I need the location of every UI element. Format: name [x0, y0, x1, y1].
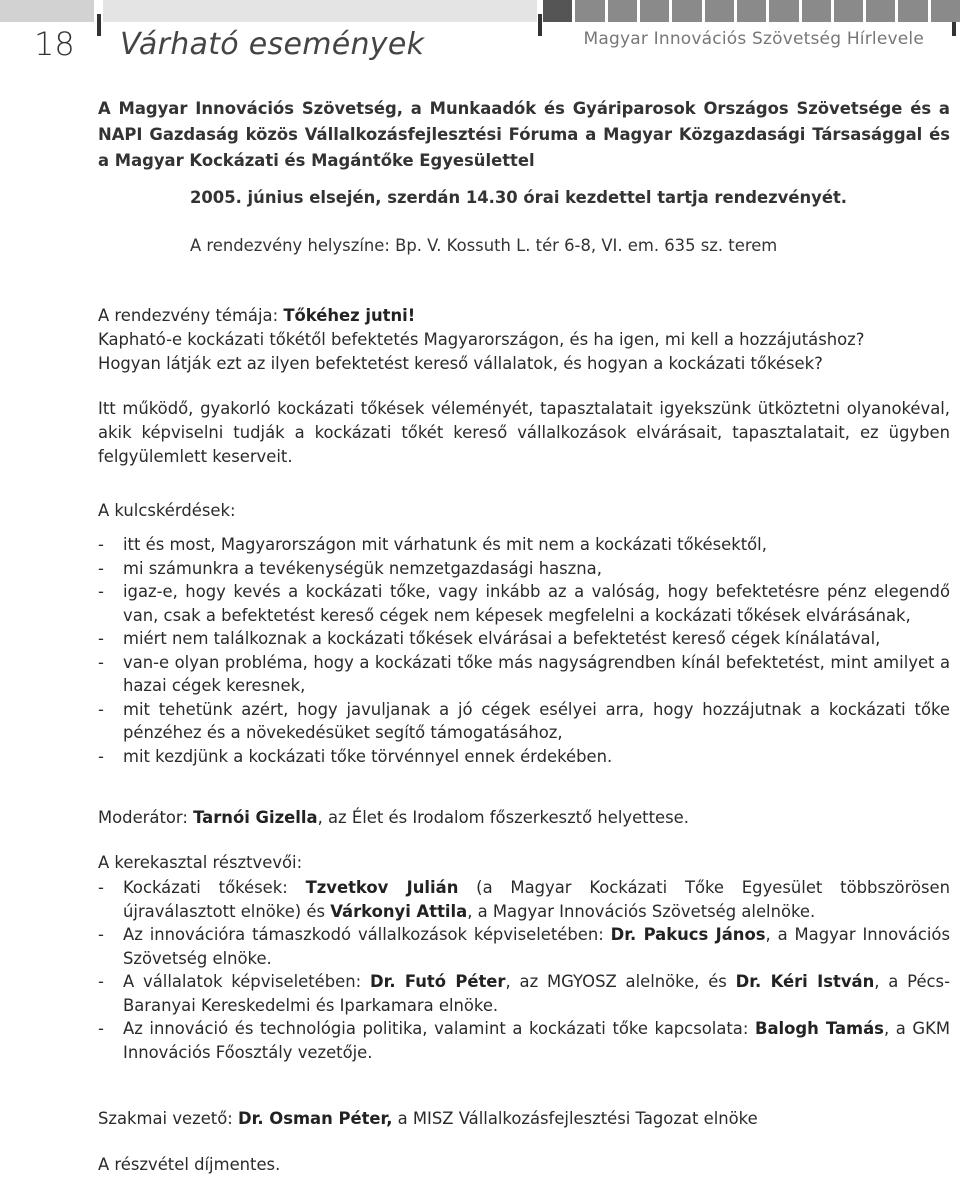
list-item: - igaz-e, hogy kevés a kockázati tőke, vagy inkább az a valóság, hogy befektetésre pénz elegendő van, csak a befektetést kereső cégek nem képesek megfelelni a kockázati tőkések elvárásának, [98, 580, 950, 627]
participant-text: Kockázati tőkések: [123, 878, 306, 897]
list-item: - mit kezdjünk a kockázati tőke törvénnyel ennek érdekében. [98, 745, 950, 769]
list-item [98, 876, 950, 923]
lead-line [98, 1107, 950, 1131]
participant-text: Az innováció és technológia politika, valamint a kockázati tőke kapcsolata: [123, 1019, 755, 1038]
topic-label: A rendezvény témája: [98, 306, 284, 325]
moderator-role: , az Élet és Irodalom főszerkesztő helyettese. [317, 808, 689, 827]
participant-name: Tzvetkov Julián [305, 878, 459, 897]
header-pattern [543, 0, 960, 22]
list-item: - itt és most, Magyarországon mit várhatunk és mit nem a kockázati tőkésektől, [98, 533, 950, 557]
header-divider [97, 14, 101, 36]
moderator-label: Moderátor: [98, 808, 194, 827]
participants-heading: A kerekasztal résztvevői: [98, 853, 303, 872]
intro-paragraph: A Magyar Innovációs Szövetség, a Munkaadók és Gyáriparosok Országos Szövetsége és a NAPI Gazdaság közös Vállalkozásfejlesztési Fóruma a Magyar Közgazdasági Társasággal és a Magyar Kockázati és Magántőke Egyesülettel [98, 99, 950, 170]
participant-text: , a Pécs-Baranyai Kereskedelmi és Iparkamara elnöke. [123, 972, 950, 1015]
participant-text: (a Magyar Kockázati Tőke Egyesület többszörösen újraválasztott elnöke) és [123, 878, 951, 921]
participant-text: , a Magyar Innovációs Szövetség elnöke. [123, 925, 950, 968]
topic-question-2: Hogyan látják ezt az ilyen befektetést kereső vállalatok, és hogyan a kockázati tőkések? [98, 354, 823, 373]
header-divider [538, 14, 542, 36]
participant-name: Várkonyi Attila [330, 901, 468, 921]
event-date: 2005. június elsején, szerdán 14.30 órai kezdettel tartja rendezvényét. [190, 188, 848, 207]
topic-title: Tőkéhez jutni! [283, 306, 416, 325]
header-bar-middle [103, 0, 537, 22]
list-item: - van-e olyan probléma, hogy a kockázati tőke más nagyságrendben kínál befektetést, mint amilyet a hazai cégek keresnek, [98, 651, 950, 698]
list-item [98, 970, 950, 1017]
participant-text: A vállalatok képviseletében: [123, 972, 370, 991]
body-paragraph: Itt működő, gyakorló kockázati tőkések véleményét, tapasztalatait igyekszünk ütköztetni olyanokéval, akik képviselni tudják a kockázati tőkét kereső vállalkozások elvárásait, tapasztalatait, ez ügyben felgyülemlett keserveit. [98, 399, 950, 466]
list-item [98, 1017, 950, 1064]
lead-name: Dr. Osman Péter, [237, 1109, 393, 1128]
key-questions-list [98, 533, 950, 768]
participants-list [98, 876, 950, 1064]
topic-block [98, 304, 950, 376]
header-bar-left [0, 0, 94, 22]
lead-role: a MISZ Vállalkozásfejlesztési Tagozat elnöke [392, 1109, 758, 1128]
list-item: - mi számunkra a tevékenységük nemzetgazdasági haszna, [98, 557, 950, 581]
lead-label: Szakmai vezető: [98, 1109, 238, 1128]
participant-name: Dr. Kéri István [735, 972, 875, 991]
participant-text: , a GKM Innovációs Főosztály vezetője. [123, 1019, 951, 1062]
publication-title: Magyar Innovációs Szövetség Hírlevele [583, 29, 924, 49]
list-item [98, 923, 950, 970]
participant-name: Dr. Pakucs János [610, 925, 766, 944]
participant-text: , a Magyar Innovációs Szövetség alelnöke. [467, 901, 816, 921]
event-venue: A rendezvény helyszíne: Bp. V. Kossuth L. tér 6-8, VI. em. 635 sz. terem [190, 236, 778, 255]
moderator-name: Tarnói Gizella [193, 808, 318, 827]
participant-name: Balogh Tamás [754, 1019, 884, 1038]
list-item: - miért nem találkoznak a kockázati tőkések elvárásai a befektetést kereső cégek kínálatával, [98, 627, 950, 651]
participant-text: , az MGYOSZ alelnöke, és [505, 972, 736, 991]
participant-name: Dr. Futó Péter [369, 972, 506, 991]
fee-note: A részvétel díjmentes. [98, 1155, 281, 1174]
list-item: - mit tehetünk azért, hogy javuljanak a jó cégek esélyei arra, hogy hozzájutnak a kockázati tőke pénzéhez és a növekedésüket segítő támogatásához, [98, 698, 950, 745]
moderator-line [98, 806, 950, 830]
key-questions-heading: A kulcskérdések: [98, 501, 236, 520]
section-title: Várható események [120, 27, 425, 62]
topic-question-1: Kapható-e kockázati tőkétől befektetés Magyarországon, és ha igen, mi kell a hozzájutáshoz? [98, 330, 865, 349]
page-number: 18 [34, 25, 75, 63]
participant-text: Az innovációra támaszkodó vállalkozások képviseletében: [123, 925, 611, 944]
